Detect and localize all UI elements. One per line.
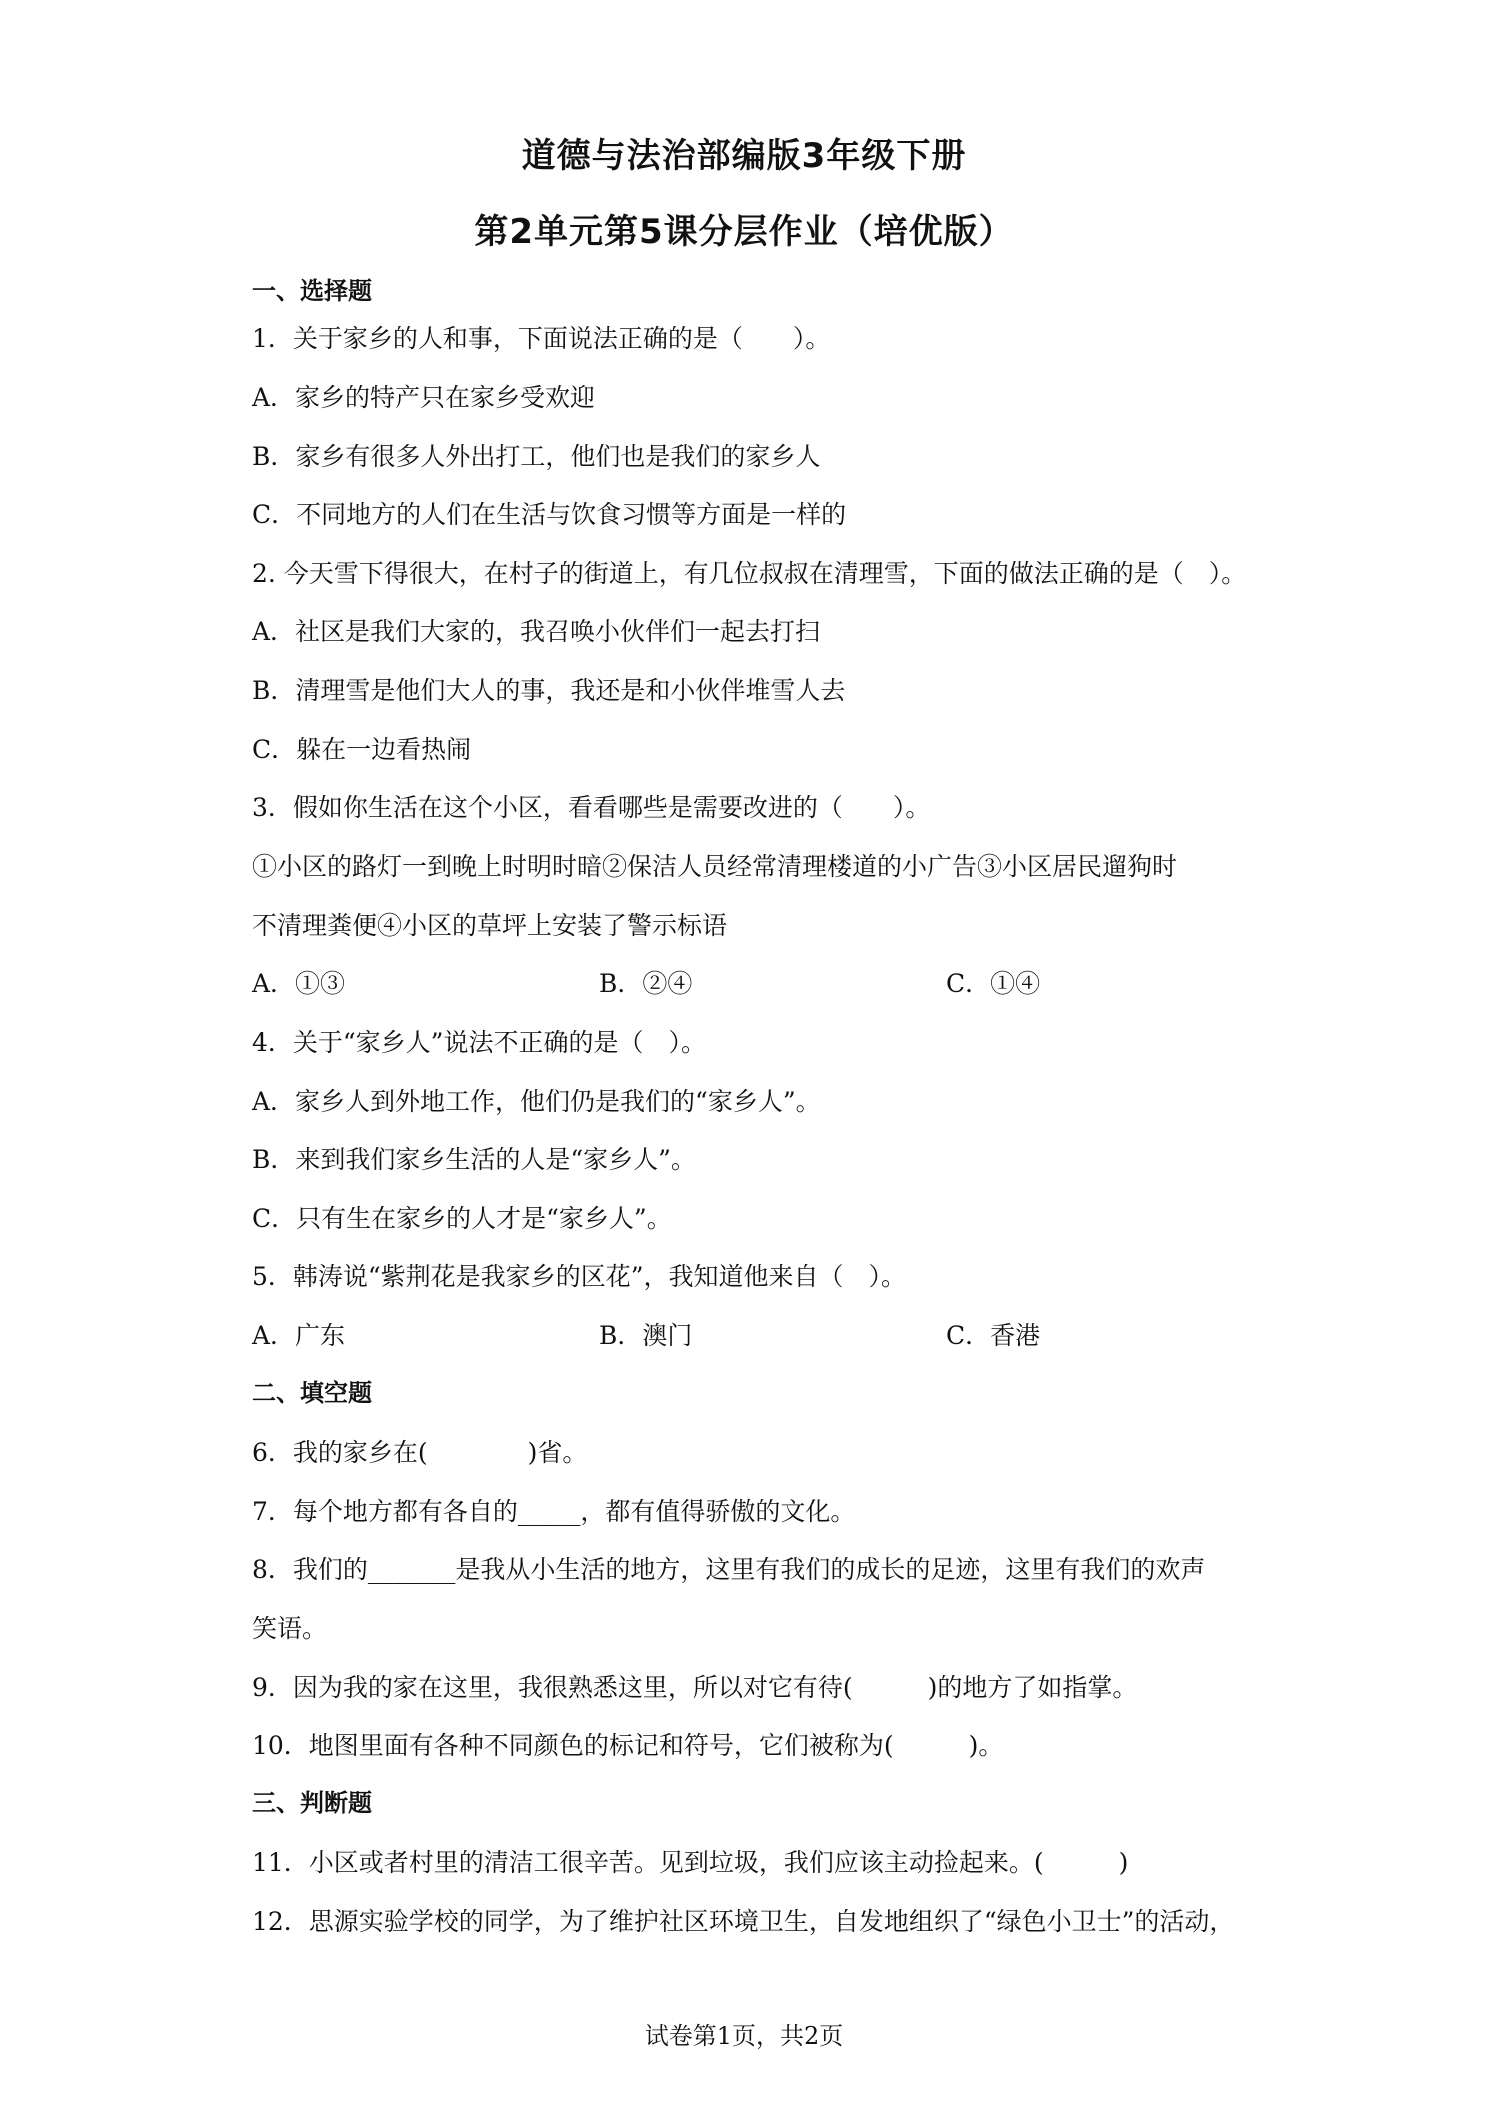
question-3-options bbox=[252, 967, 1252, 1001]
question-5-option-c: C．香港 bbox=[946, 1321, 1041, 1350]
question-6: 6．我的家乡在( )省。 bbox=[252, 1438, 588, 1467]
question-9: 9．因为我的家在这里，我很熟悉这里，所以对它有待( )的地方了如指掌。 bbox=[252, 1673, 1138, 1702]
question-2-option-a: A．社区是我们大家的，我召唤小伙伴们一起去打扫 bbox=[252, 617, 821, 646]
section-heading-true-false: 三、判断题 bbox=[252, 1789, 372, 1817]
question-11: 11．小区或者村里的清洁工很辛苦。见到垃圾，我们应该主动捡起来。( ) bbox=[252, 1848, 1129, 1877]
page-footer: 试卷第1页，共2页 bbox=[644, 2022, 844, 2050]
question-8-line-1: 8．我们的_______是我从小生活的地方，这里有我们的成长的足迹，这里有我们的欢声 bbox=[252, 1555, 1206, 1584]
question-1-option-b: B．家乡有很多人外出打工，他们也是我们的家乡人 bbox=[252, 442, 821, 471]
title-line-2: 第2单元第5课分层作业（培优版） bbox=[474, 212, 1014, 252]
question-7: 7．每个地方都有各自的_____，都有值得骄傲的文化。 bbox=[252, 1497, 856, 1526]
section-heading-fill-in: 二、填空题 bbox=[252, 1379, 372, 1407]
question-1-option-a: A．家乡的特产只在家乡受欢迎 bbox=[252, 383, 596, 412]
question-2-stem: 2. 今天雪下得很大，在村子的街道上，有几位叔叔在清理雪，下面的做法正确的是（ ）。 bbox=[252, 559, 1247, 588]
question-2-option-c: C．躲在一边看热闹 bbox=[252, 735, 472, 764]
question-5-options bbox=[252, 1319, 1252, 1353]
title-line-1: 道德与法治部编版3年级下册 bbox=[521, 136, 967, 176]
question-3-stem: 3．假如你生活在这个小区，看看哪些是需要改进的（ ）。 bbox=[252, 793, 931, 822]
section-heading-choice: 一、选择题 bbox=[252, 277, 372, 305]
question-4-option-b: B．来到我们家乡生活的人是“家乡人”。 bbox=[252, 1145, 696, 1174]
question-1-stem: 1．关于家乡的人和事，下面说法正确的是（ ）。 bbox=[252, 324, 831, 353]
question-3-option-c: C．①④ bbox=[946, 969, 1041, 998]
question-3-description-line-2: 不清理粪便④小区的草坪上安装了警示标语 bbox=[252, 911, 728, 940]
question-5-option-b: B．澳门 bbox=[599, 1321, 693, 1350]
question-12: 12．思源实验学校的同学，为了维护社区环境卫生，自发地组织了“绿色小卫士”的活动， bbox=[252, 1907, 1235, 1936]
question-2-option-b: B．清理雪是他们大人的事，我还是和小伙伴堆雪人去 bbox=[252, 676, 846, 705]
question-10: 10．地图里面有各种不同颜色的标记和符号，它们被称为( )。 bbox=[252, 1731, 1004, 1760]
question-8-line-2: 笑语。 bbox=[252, 1614, 328, 1643]
question-3-description-line-1: ①小区的路灯一到晚上时明时暗②保洁人员经常清理楼道的小广告③小区居民遛狗时 bbox=[252, 852, 1178, 881]
question-3-option-a: A．①③ bbox=[252, 969, 346, 998]
question-3-option-b: B．②④ bbox=[599, 969, 693, 998]
question-1-option-c: C．不同地方的人们在生活与饮食习惯等方面是一样的 bbox=[252, 500, 847, 529]
question-5-option-a: A．广东 bbox=[252, 1321, 346, 1350]
question-4-stem: 4．关于“家乡人”说法不正确的是（ ）。 bbox=[252, 1028, 706, 1057]
question-4-option-c: C．只有生在家乡的人才是“家乡人”。 bbox=[252, 1204, 672, 1233]
question-4-option-a: A．家乡人到外地工作，他们仍是我们的“家乡人”。 bbox=[252, 1087, 821, 1116]
question-5-stem: 5．韩涛说“紫荆花是我家乡的区花”，我知道他来自（ ）。 bbox=[252, 1262, 906, 1291]
